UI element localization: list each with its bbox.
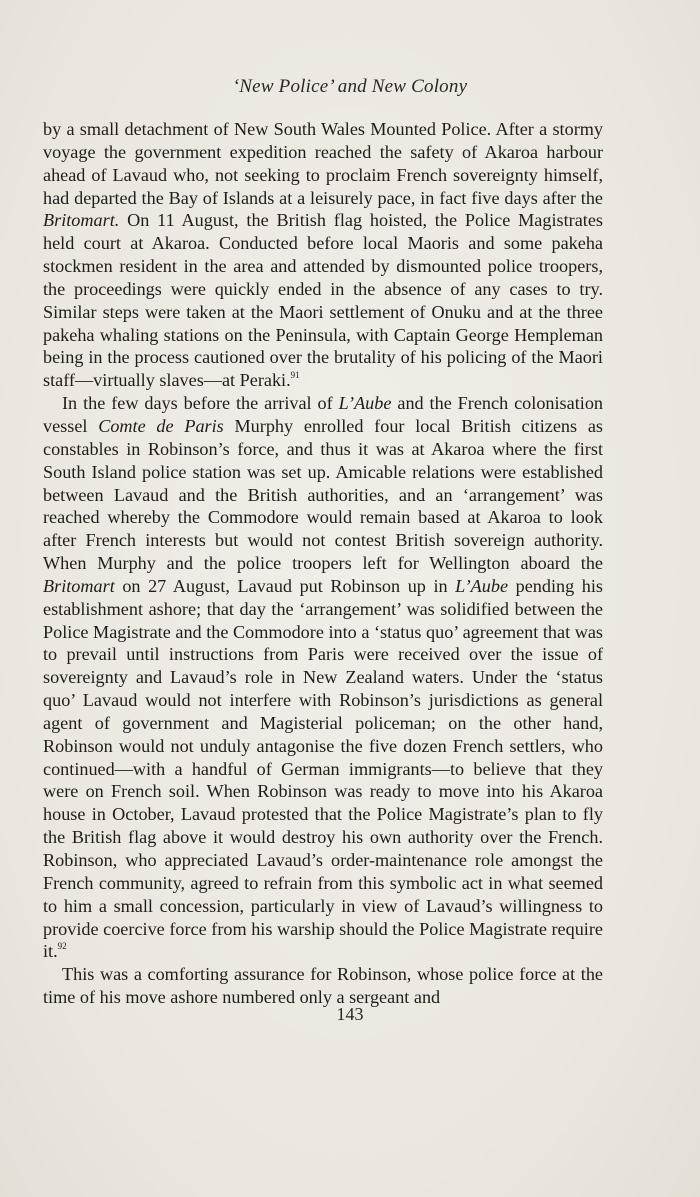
text-run: This was a comforting assurance for Robinson, whose police force at the time of his move ashore numbered only a sergeant and [43,964,603,1008]
italic-text: Comte de Paris [98,415,224,436]
italic-text: L’Aube [338,393,392,414]
footnote-marker: 92 [57,941,67,952]
text-run: and the French colonisation vessel [43,393,604,436]
page-number: 143 [336,1004,364,1024]
text-run: on 27 August, Lavaud put Robinson up in [114,575,456,596]
paragraph-3 [43,963,603,1009]
text-run: pending his establishment ashore; that day the ‘arrangement’ was solidified between the Police Magistrate and the Commodore into a ‘status quo’ agreement that was to prevail until instructions from Paris were received over the issue of sovereignty and Lavaud’s role in New Zealand waters. Under the ‘status quo’ Lavaud would not interfere with Robinson’s jurisdictions as general agent of government and Magisterial policeman; on the other hand, Robinson would not unduly antagonise the five dozen French settlers, who continued—with a handful of German immigrants—to believe that they were on French soil. When Robinson was ready to move into his Akaroa house in October, Lavaud protested that the Police Magistrate’s plan to fly the British flag above it would destroy his own authority over the French. Robinson, who appreciated Lavaud’s order-maintenance role amongst the French community, agreed to refrain from this symbolic act in what seemed to him a small concession, particularly in view of Lavaud’s willingness to provide coercive force from his warship should the Police Magistrate require it. [43,575,603,962]
italic-text: Britomart. [43,210,120,231]
running-head: ‘New Police’ and New Colony [232,76,468,97]
text-run: On 11 August, the British flag hoisted, the Police Magistrates held court at Akaroa. Conducted before local Maoris and some pakeha stockmen resident in the area and attended by dismounted police troopers, the proceedings were quickly ended in the absence of any cases to try. Similar steps were taken at the Maori settlement of Onuku and at the three pakeha whaling stations on the Peninsula, with Captain George Hempleman being in the process cautioned over the brutality of his policing of the Maori staff—virtually slaves—at Peraki. [43,210,603,391]
footnote-marker: 91 [290,370,300,381]
text-run: by a small detachment of New South Wales Mounted Police. After a stormy voyage the government expedition reached the safety of Akaroa harbour ahead of Lavaud who, not seeking to proclaim French sovereignty himself, had departed the Bay of Islands at a leisurely pace, in fact five days after the [43,119,603,208]
italic-text: Britomart [43,575,115,596]
body-text [43,118,603,1009]
text-run: In the few days before the arrival of [62,393,339,414]
italic-text: L’Aube [455,575,509,596]
paragraph-1 [43,118,603,392]
text-run: Murphy enrolled four local British citizens as constables in Robinson’s force, and thus it was at Akaroa where the first South Island police station was set up. Amicable relations were established between Lavaud and the British authorities, and an ‘arrangement’ was reached whereby the Commodore would remain based at Akaroa to look after French interests but would not contest British sovereign authority. When Murphy and the police troopers left for Wellington aboard the [43,415,603,574]
paragraph-2 [43,392,603,963]
